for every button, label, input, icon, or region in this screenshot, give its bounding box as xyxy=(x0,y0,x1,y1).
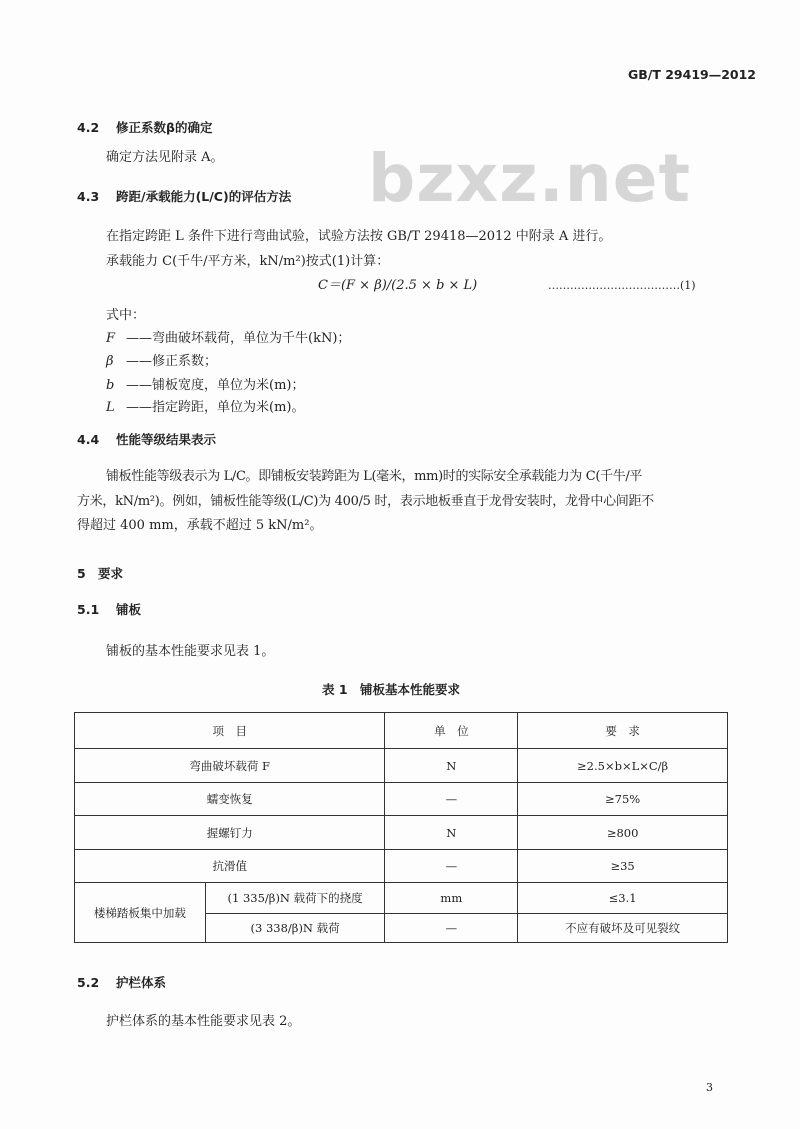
where-label: 式中： xyxy=(106,308,146,323)
var-desc: ——修正系数； xyxy=(126,354,218,369)
page-number: 3 xyxy=(706,1081,713,1094)
standard-number: GB/T 29419—2012 xyxy=(628,67,757,82)
section-5-number: 5 xyxy=(77,566,86,581)
cell-item: 蠕变恢复 xyxy=(75,783,385,816)
section-4-4-number: 4.4 xyxy=(77,432,100,447)
var-symbol: b xyxy=(106,378,115,393)
section-4-4-title: 性能等级结果表示 xyxy=(116,432,217,447)
paragraph: 承载能力 C(千牛/平方米，kN/m²)按式(1)计算： xyxy=(106,254,390,269)
section-5-1-number: 5.1 xyxy=(77,602,100,617)
cell-group-label: 楼梯踏板集中加载 xyxy=(75,883,206,943)
header-unit: 单 位 xyxy=(385,713,518,749)
var-desc: ——铺板宽度，单位为米(m)； xyxy=(126,378,305,393)
cell-unit: — xyxy=(385,914,518,943)
paragraph: 铺板性能等级表示为 L/C。即铺板安装跨距为 L(毫米，mm)时的实际安全承载能力为 C(千牛/平 xyxy=(106,469,643,484)
var-symbol: β xyxy=(106,354,114,369)
cell-requirement: ≥800 xyxy=(518,816,728,850)
cell-requirement: ≥2.5×b×L×C/β xyxy=(518,749,728,783)
paragraph: 铺板的基本性能要求见表 1。 xyxy=(106,644,275,659)
requirements-table xyxy=(74,712,728,943)
cell-requirement: ≥35 xyxy=(518,850,728,883)
watermark: bzxz.net xyxy=(368,140,692,217)
cell-unit: — xyxy=(385,850,518,883)
section-5-2-number: 5.2 xyxy=(77,975,100,990)
paragraph: 方米，kN/m²)。例如，铺板性能等级(L/C)为 400/5 时，表示地板垂直于龙骨安装时，龙骨中心间距不 xyxy=(77,494,654,509)
header-requirement: 要 求 xyxy=(518,713,728,749)
cell-unit: N xyxy=(385,749,518,783)
section-5-title: 要求 xyxy=(98,566,124,581)
cell-unit: — xyxy=(385,783,518,816)
cell-requirement: 不应有破坏及可见裂纹 xyxy=(518,914,728,943)
formula: C＝(F × β)/(2.5 × b × L) xyxy=(318,278,478,293)
section-4-2-number: 4.2 xyxy=(77,120,100,135)
section-5-1-title: 铺板 xyxy=(116,602,142,617)
cell-item: (3 338/β)N 载荷 xyxy=(205,914,385,943)
cell-item: (1 335/β)N 载荷下的挠度 xyxy=(205,883,385,914)
var-desc: ——指定跨距，单位为米(m)。 xyxy=(126,400,305,415)
cell-requirement: ≤3.1 xyxy=(518,883,728,914)
table-caption: 表 1 铺板基本性能要求 xyxy=(322,682,461,697)
section-4-2-text: 确定方法见附录 A。 xyxy=(106,150,224,165)
cell-item: 抗滑值 xyxy=(75,850,385,883)
header-item: 项 目 xyxy=(75,713,385,749)
var-desc: ——弯曲破坏载荷，单位为千牛(kN)； xyxy=(126,331,351,346)
formula-number: ………………………………(1) xyxy=(548,279,696,292)
section-5-2-title: 护栏体系 xyxy=(116,975,167,990)
cell-unit: N xyxy=(385,816,518,850)
var-symbol: L xyxy=(106,400,115,415)
var-symbol: F xyxy=(106,331,116,346)
paragraph: 得超过 400 mm，承载不超过 5 kN/m²。 xyxy=(77,518,323,533)
cell-unit: mm xyxy=(385,883,518,914)
cell-requirement: ≥75% xyxy=(518,783,728,816)
paragraph: 在指定跨距 L 条件下进行弯曲试验，试验方法按 GB/T 29418—2012 中附录 A 进行。 xyxy=(106,229,612,244)
paragraph: 护栏体系的基本性能要求见表 2。 xyxy=(106,1014,301,1029)
section-4-3-number: 4.3 xyxy=(77,189,100,204)
cell-item: 弯曲破坏载荷 F xyxy=(75,749,385,783)
cell-item: 握螺钉力 xyxy=(75,816,385,850)
section-4-2-title: 修正系数β的确定 xyxy=(116,120,213,135)
section-4-3-title: 跨距/承载能力(L/C)的评估方法 xyxy=(116,189,292,204)
